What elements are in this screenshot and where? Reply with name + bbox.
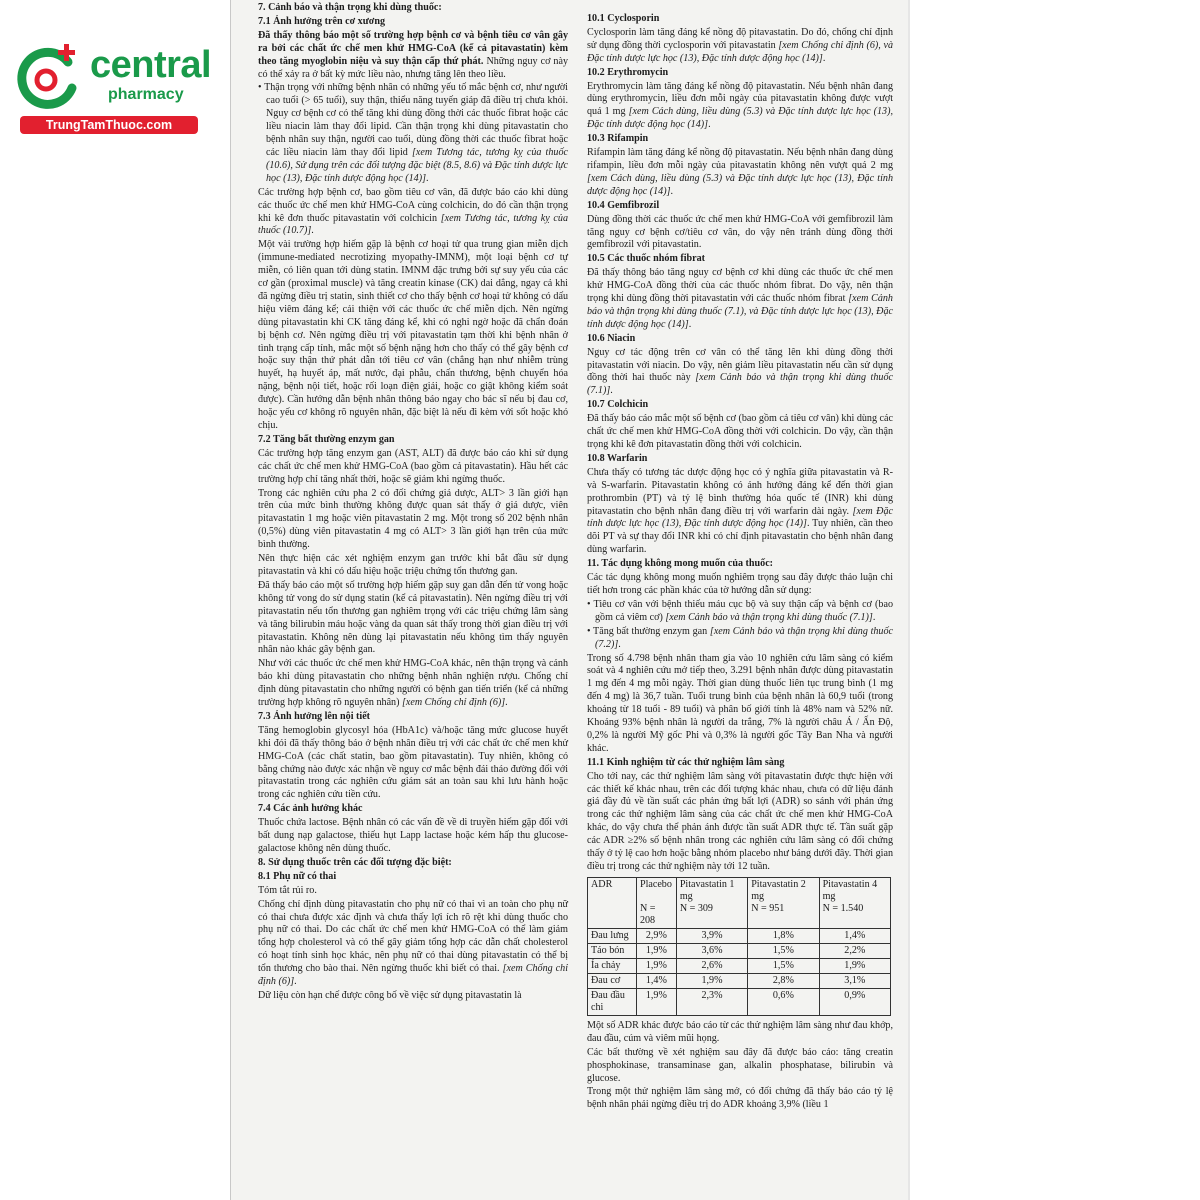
section-8-title: 8. Sử dụng thuốc trên các đối tượng đặc biệt: <box>258 856 452 868</box>
adr-table-header-cell: Placebo N = 208 <box>636 877 676 928</box>
section-10-5-title: 10.5 Các thuốc nhóm fibrat <box>587 253 706 265</box>
table-cell: Đau đầu chi <box>588 988 637 1015</box>
adr-table-header-cell: Pitavastatin 4 mg N = 1.540 <box>819 877 890 928</box>
section-11-1-title: 11.1 Kinh nghiệm từ các thử nghiệm lâm sàng <box>587 756 785 768</box>
section-7-4-title: 7.4 Các ảnh hưởng khác <box>258 803 363 815</box>
section-11-p1: Các tác dụng không mong muốn nghiêm trọng sau đây được thảo luận chi tiết hơn trong các phần khác của tờ hướng dẫn sử dụng: <box>587 572 893 596</box>
table-cell: 3,6% <box>676 943 747 958</box>
section-10-1-title: 10.1 Cyclosporin <box>587 13 660 24</box>
table-cell: 1,9% <box>636 943 676 958</box>
pharmacy-logo <box>8 36 213 141</box>
section-7-2-p4: Đã thấy báo cáo một số trường hợp hiếm gặp suy gan dẫn đến tử vong hoặc không tử vong do sử dụng statin (kể cả pitavastatin). Nên ngừng điều trị với pitavastatin nếu tổn thương gan nghiêm trọng với các triệu chứng lâm sàng và tăng bilirubin máu hoặc vàng da quan sát thấy trong thời gian điều trị với pitavastatin. Không nên dùng lại pitavastatin nếu không tìm thấy nguyên nhân nào khác gây bệnh gan. <box>258 579 568 656</box>
table-cell: 1,9% <box>636 958 676 973</box>
section-11-bullet-2: • Tăng bất thường enzym gan [xem Cảnh báo và thận trọng khi dùng thuốc (7.2)]. <box>587 625 894 650</box>
table-cell: 1,9% <box>819 958 890 973</box>
table-cell: 2,3% <box>676 988 747 1015</box>
table-cell: 1,5% <box>748 958 819 973</box>
section-7-2-title: 7.2 Tăng bất thường enzym gan <box>258 433 395 445</box>
section-11-1-p2: Một số ADR khác được báo cáo từ các thử nghiệm lâm sàng như đau khớp, đau đầu, cúm và viêm mũi họng. <box>587 1019 893 1044</box>
section-10-7-p: Đã thấy báo cáo mắc một số bệnh cơ (bao gồm cả tiêu cơ vân) khi dùng các chất ức chế men khử HMG-CoA đồng thời với colchicin. Do vậy, cần thận trọng khi kê đơn pitavastatin đồng thời với colchicin. <box>587 413 893 450</box>
table-cell: 1,8% <box>748 928 819 943</box>
section-7-1-bullet: • Thận trọng với những bệnh nhân có những yếu tố mắc bệnh cơ, như người cao tuổi (> 65 tuổi), suy thận, thiểu năng tuyến giáp đã điều trị chưa khỏi. Nguy cơ bệnh cơ có thể tăng khi dùng đồng thời các thuốc fibrat hoặc các liều niacin làm thay đổi lipid. Cần thận trọng khi dùng pitavastatin cho bệnh nhân suy thận, người cao tuổi, dùng đồng thời các thuốc fibrat hoặc các liều niacin làm thay đổi lipid [xem Tương tác, tương kỵ của thuốc (10.6), Sử dụng trên các đối tượng đặc biệt (8.5, 8.6) và Đặc tính dược lực học (13), Đặc tính dược động học (14)]. <box>258 82 568 184</box>
section-7-1-p2: Các trường hợp bệnh cơ, bao gồm tiêu cơ vân, đã được báo cáo khi dùng các thuốc ức chế men khử HMG-CoA cùng colchicin, do đó cần thận trọng khi kê đơn thuốc pitavastatin với colchicin [xem Tương tác, tương kỵ của thuốc (10.7)]. <box>258 186 568 237</box>
table-cell: 1,4% <box>636 973 676 988</box>
table-row <box>588 958 891 973</box>
section-7-3-p1: Tăng hemoglobin glycosyl hóa (HbA1c) và/hoặc tăng mức glucose huyết khi đói đã thấy thông báo ở bệnh nhân điều trị với các chất ức chế men khử HMG-CoA (các chất statin, bao gồm pitavastatin). Tuy nhiên, không có bằng chứng nào được xác nhận về nguy cơ mắc bệnh đái tháo đường đối với pitavastatin trong các nghiên cứu giám sát an toàn sau khi lưu hành hoặc trong các nghiên cứu tiền cứu. <box>258 724 568 801</box>
section-10-2-p: Erythromycin làm tăng đáng kể nồng độ pitavastatin. Nếu bệnh nhân đang dùng erythromycin, liều đơn mỗi ngày của pitavastatin không được vượt quá 1 mg [xem Cách dùng, liều dùng (5.3) và Đặc tính dược lực học (13), Đặc tính dược động học (14)]. <box>587 80 893 131</box>
table-cell: 1,9% <box>636 988 676 1015</box>
table-cell: 0,9% <box>819 988 890 1015</box>
table-cell: 3,1% <box>819 973 890 988</box>
section-10-8-p: Chưa thấy có tương tác dược động học có ý nghĩa giữa pitavastatin và R- và S-warfarin. Pitavastatin không có ảnh hưởng đáng kể đến thời gian prothrombin (PT) và tỷ lệ bình thường hóa quốc tế (INR) khi dùng pitavastatin cho bệnh nhân đang điều trị với warfarin dài ngày. [xem Đặc tính dược lực học (13), Đặc tính dược động học (14)]. Tuy nhiên, cần theo dõi PT và sự thay đổi INR khi có chỉ định pitavastatin cho bệnh nhân đang dùng warfarin. <box>587 466 893 556</box>
table-row <box>588 988 891 1015</box>
adr-table-header-cell: Pitavastatin 1 mg N = 309 <box>676 877 747 928</box>
section-7-2-p2: Trong các nghiên cứu pha 2 có đối chứng giả dược, ALT> 3 lần giới hạn trên của mức bình thường không được quan sát thấy ở giả dược, viên pitavastatin 1 mg hoặc viên pitavastatin 2 mg. Một trong số 202 bệnh nhân (0,5%) dùng viên pitavastatin 4 mg có ALT> 3 lần giới hạn trên của mức bình thường. <box>258 487 568 551</box>
section-8-1-p2: Chống chỉ định dùng pitavastatin cho phụ nữ có thai vì an toàn cho phụ nữ có thai chưa được xác định và chưa thấy lợi ích rõ rệt khi dùng thuốc cho phụ nữ có thai. Do các chất ức chế men khử HMG-CoA có thể làm giảm tổng hợp cholesterol và có thể gây giảm tổng hợp các dẫn chất cholesterol có hoạt tính sinh học khác, nên phụ nữ có thai dùng pitavastatin có thể bị tổn thương cho bào thai. Nên ngừng thuốc khi biết có thai. [xem Chống chỉ định (6)]. <box>258 898 569 988</box>
section-10-2-title: 10.2 Erythromycin <box>587 66 669 78</box>
section-10-1-p: Cyclosporin làm tăng đáng kể nồng độ pitavastatin. Do đó, chống chỉ định sử dụng đồng thời cyclosporin với pitavastatin [xem Chống chỉ định (6), và Đặc tính dược lực học (13), Đặc tính dược động học (14)]. <box>587 26 893 64</box>
section-7-2-p3: Nên thực hiện các xét nghiệm enzym gan trước khi bắt đầu sử dụng pitavastatin và khi có dấu hiệu hoặc triệu chứng tổn thương gan. <box>258 553 568 577</box>
table-cell: Đau cơ <box>588 973 637 988</box>
table-cell: Ỉa chảy <box>588 958 637 973</box>
table-cell: 2,8% <box>748 973 819 988</box>
logo-subtitle: pharmacy <box>108 86 184 103</box>
section-10-3-p: Rifampin làm tăng đáng kể nồng độ pitavastatin. Nếu bệnh nhân đang dùng rifampin, liều đơn mỗi ngày của pitavastatin không nên vượt quá 2 mg [xem Cách dùng, liều dùng (5.3) và Đặc tính dược lực học (13), Đặc tính dược động học (14)]. <box>587 147 893 197</box>
table-cell: 0,6% <box>748 988 819 1015</box>
section-11-1-p1: Cho tới nay, các thử nghiệm lâm sàng với pitavastatin được thực hiện với các thiết kế khác nhau, trên các đối tượng khác nhau, chưa có dữ liệu đánh giá đầy đủ về tần suất các phản ứng bất lợi (ADR) so sánh với phản ứng trong các thử nghiệm lâm sàng của các chất ức chế men khử HMG-CoA khác, do vậy chưa thể phản ánh được tần suất ADR thực tế. Tần suất gặp các ADR ≥2% số bệnh nhân trong các nghiên cứu lâm sàng có đối chứng thấy ở tỷ lệ cao hơn hoặc bằng nhóm placebo như bảng dưới đây. Thời gian điều trị trong các thử nghiệm này tới 12 tuần. <box>587 770 893 872</box>
section-8-1-title: 8.1 Phụ nữ có thai <box>258 870 337 882</box>
adr-table <box>587 877 891 1016</box>
section-11-bullet-1: • Tiêu cơ vân với bệnh thiếu máu cục bộ và suy thận cấp và bệnh cơ (bao gồm cả viêm cơ) [xem Cảnh báo và thận trọng khi dùng thuốc (7.1)]. <box>587 598 893 623</box>
section-10-3-title: 10.3 Rifampin <box>587 133 649 145</box>
table-cell: Đau lưng <box>588 928 637 943</box>
table-row <box>588 928 891 943</box>
adr-table-header-cell: Pitavastatin 2 mg N = 951 <box>748 877 819 928</box>
adr-table-header-cell: ADR <box>588 877 637 928</box>
adr-table-header <box>588 877 891 928</box>
table-cell: Táo bón <box>588 943 637 958</box>
section-7-3-title: 7.3 Ảnh hưởng lên nội tiết <box>258 710 371 722</box>
section-11-1-p4: Trong một thử nghiệm lâm sàng mở, có đối chứng đã thấy báo cáo tỷ lệ bệnh nhân phải ngừng điều trị do ADR khoảng 3,9% (liều 1 <box>587 1086 893 1111</box>
section-10-5-p: Đã thấy thông báo tăng nguy cơ bệnh cơ khi dùng các thuốc ức chế men khử HMG-CoA đồng thời cùa các thuốc nhóm fibrat. Do vậy, nên thận trọng khi dùng đồng thời pitavastatin với các thuốc nhóm fibrat [xem Cảnh báo và thận trọng khi dùng thuốc (7.1), và Đặc tính dược lực học (13), Đặc tính dược động học (14)]. <box>587 267 893 330</box>
section-11-p2: Trong số 4.798 bệnh nhân tham gia vào 10 nghiên cứu lâm sàng có kiểm soát và 4 nghiên cứu mở tiếp theo, 3.291 bệnh nhân được dùng pitavastatin 1 mg đến 4 mg mỗi ngày. Thời gian dùng thuốc liên tục trung bình (1 mg đến 4 mg) là 36,7 tuần. Tuổi trung bình của bệnh nhân là 60,9 tuổi (trong khoảng từ 18 tuổi - 89 tuổi) và phân bố giới tính là 48% nam và 52% nữ. Khoảng 93% bệnh nhân là người da trắng, 7% là người châu Á / Ấn Độ, 0,2% là người Mỹ gốc Phi và 0,3% là người gốc Tây Ban Nha và người khác. <box>587 652 893 754</box>
table-row <box>588 973 891 988</box>
section-7-title: 7. Cảnh báo và thận trọng khi dùng thuốc: <box>258 2 442 13</box>
section-11-1-p3: Các bất thường về xét nghiệm sau đây đã được báo cáo: tăng creatin phosphokinase, transaminase gan, alkalin phosphatase, bilirubin và glucose. <box>587 1046 893 1084</box>
section-7-2-p1: Các trường hợp tăng enzym gan (AST, ALT) đã được báo cáo khi sử dụng các chất ức chế men khử HMG-CoA (bao gồm cả pitavastatin). Hầu hết các trường hợp chỉ tăng nhất thời, hoặc sẽ giảm khi ngừng thuốc. <box>258 447 568 485</box>
section-8-1-p1: Tóm tắt rủi ro. <box>258 884 317 896</box>
logo-brand: central <box>90 44 212 86</box>
table-cell: 2,6% <box>676 958 747 973</box>
table-cell: 3,9% <box>676 928 747 943</box>
section-7-1-title: 7.1 Ảnh hưởng trên cơ xương <box>258 15 386 27</box>
table-cell: 1,4% <box>819 928 890 943</box>
section-7-2-p5: Như với các thuốc ức chế men khử HMG-CoA khác, nên thận trọng và cảnh báo khi dùng pitavastatin cho những bệnh nhân nghiện rượu. Chống chỉ định dùng pitavastatin cho những người có bệnh gan tiến triển (kể cả những trường hợp không rõ nguyên nhân) [xem Chống chỉ định (6)]. <box>258 658 568 709</box>
section-10-4-p: Dùng đồng thời các thuốc ức chế men khử HMG-CoA với gemfibrozil làm tăng nguy cơ bệnh cơ/tiêu cơ vân, do vậy nên tránh dùng đồng thời gemfibrozil với pitavastatin. <box>587 213 893 251</box>
section-11-title: 11. Tác dụng không mong muốn của thuốc: <box>587 558 774 570</box>
right-column <box>587 2 893 1113</box>
table-cell: 1,9% <box>676 973 747 988</box>
table-row <box>588 943 891 958</box>
section-10-6-p: Nguy cơ tác động trên cơ vân có thể tăng lên khi dùng đồng thời pitavastatin với niacin. Do vậy, nên giảm liều pitavastatin nếu cần sử dụng đồng thời hai thuốc này [xem Cảnh báo và thận trọng khi dùng thuốc (7.1)]. <box>587 346 893 397</box>
logo-website: TrungTamThuoc.com <box>20 116 198 134</box>
section-10-7-title: 10.7 Colchicin <box>587 399 649 411</box>
table-cell: 2,9% <box>636 928 676 943</box>
pharmacy-logo-icon <box>12 40 84 112</box>
section-10-4-title: 10.4 Gemfibrozil <box>587 199 660 211</box>
section-10-6-title: 10.6 Niacin <box>587 332 636 344</box>
section-7-1-p1: Đã thấy thông báo một số trường hợp bệnh cơ và bệnh tiêu cơ vân gây ra bởi các chất ức chế men khử HMG-CoA (kể cả pitavastatin) kèm theo tăng myoglobin niệu và suy thận cấp thứ phát. Những nguy cơ này có thể xảy ra ở bất kỳ mức liều nào, nhưng tăng lên theo liều. <box>258 29 569 80</box>
section-10-8-title: 10.8 Warfarin <box>587 452 648 464</box>
left-column <box>258 2 568 1004</box>
section-7-4-p1: Thuốc chứa lactose. Bệnh nhân có các vấn đề về di truyền hiếm gặp đối với bất dung nạp galactose, thiếu hụt Lapp lactase hoặc kém hấp thu glucose-galactose không nên dùng thuốc. <box>258 817 568 854</box>
table-cell: 2,2% <box>819 943 890 958</box>
section-7-1-p3: Một vài trường hợp hiếm gặp là bệnh cơ hoại tử qua trung gian miễn dịch (immune-mediated necrotizing myopathy-IMNM), một loại bệnh cơ tự miễn, có liên quan tới dùng statin. IMNM đặc trưng bởi sự suy yếu của các cơ gần (proximal muscle) và tăng creatin kinase (CK) dai dẳng, ngay cả khi đã ngừng điều trị statin, sinh thiết cơ cho thấy bệnh cơ hoại tử không có dấu hiệu viêm đáng kể; cải thiện với các thuốc ức chế miễn dịch. Nên ngừng dùng pitavastatin khi CK tăng đáng kể, khi có nghi ngờ hoặc đã chẩn đoán bị bệnh cơ. Nên ngừng điều trị với pitavastatin tạm thời khi bệnh nhân ở tình trạng cấp tính, mắc một số bệnh nặng hơn cho thấy có thể gây bệnh cơ hoặc suy thận thứ phát dẫn tới tiêu cơ vân (chẳng hạn như nhiễm trùng huyết, hạ huyết áp, mất nước, đại phẫu, chấn thương, bệnh chuyển hóa nặng, bệnh nội tiết, hoặc rối loạn điện giải, hoặc co giật không kiểm soát được). Cần hướng dẫn bệnh nhân thông báo ngay cho bác sĩ nếu bị đau cơ, hoặc yếu cơ không rõ nguyên nhân, đặc biệt là nếu đi kèm với sốt hoặc khó chịu. <box>258 239 568 431</box>
section-8-1-p3: Dữ liệu còn hạn chế được công bố về việc sử dụng pitavastatin là <box>258 989 522 1001</box>
table-cell: 1,5% <box>748 943 819 958</box>
